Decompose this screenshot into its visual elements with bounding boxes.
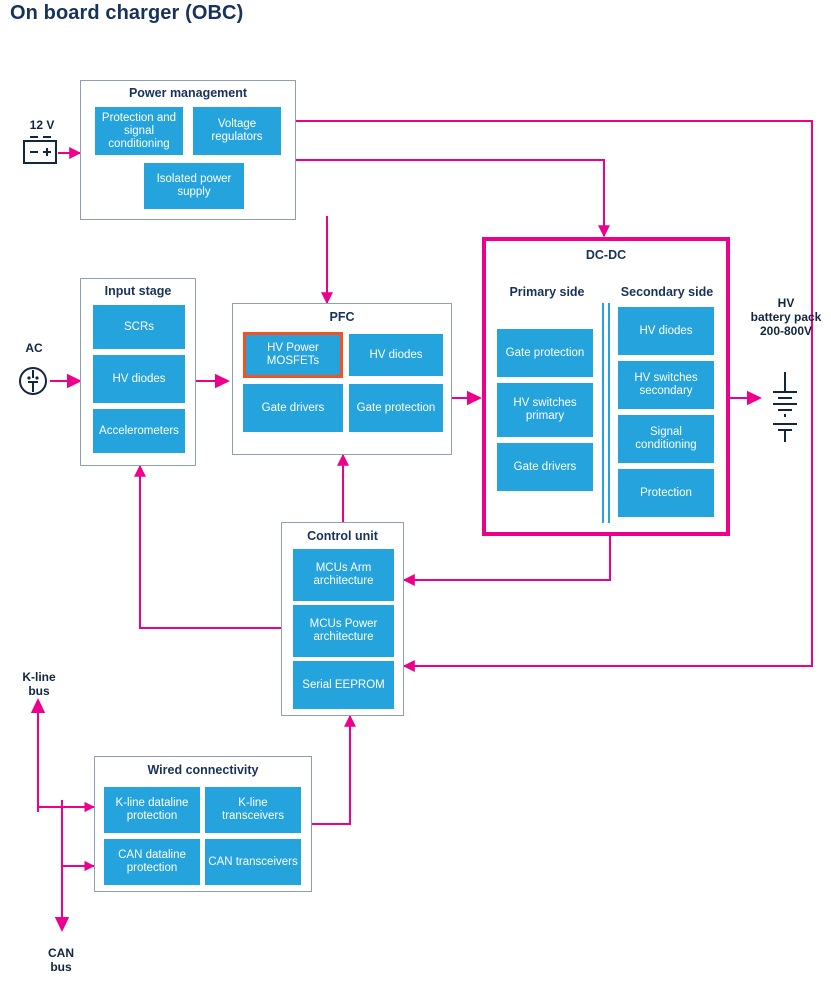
subtitle-secondary-side: Secondary side xyxy=(620,285,714,299)
group-title-input-stage: Input stage xyxy=(104,284,172,298)
block-dcdc-hv-switches-primary[interactable]: HV switches primary xyxy=(497,383,593,437)
hv-battery-line1: HV xyxy=(777,296,795,310)
subtitle-primary-side: Primary side xyxy=(509,285,585,299)
block-kline-transceivers[interactable]: K-line transceivers xyxy=(205,787,301,833)
block-isolated-power-supply[interactable]: Isolated power supply xyxy=(144,163,244,209)
ac-plug-icon xyxy=(20,368,46,394)
block-protection-and-signal-conditioning[interactable]: Protection and signal conditioning xyxy=(95,107,183,155)
hv-battery-symbol xyxy=(773,372,797,442)
label-hv-battery xyxy=(740,296,831,338)
block-pfc-hv-diodes[interactable]: HV diodes xyxy=(349,334,443,376)
block-mcus-power-architecture[interactable]: MCUs Power architecture xyxy=(293,605,394,657)
block-pfc-gate-protection[interactable]: Gate protection xyxy=(349,384,443,432)
kline-bus-line2: bus xyxy=(28,684,50,698)
block-kline-dataline-protection[interactable]: K-line dataline protection xyxy=(104,787,200,833)
hv-battery-line2: battery pack xyxy=(750,310,822,324)
block-mcus-arm-architecture[interactable]: MCUs Arm architecture xyxy=(293,549,394,601)
block-dcdc-gate-protection[interactable]: Gate protection xyxy=(497,329,593,377)
block-scrs[interactable]: SCRs xyxy=(93,305,185,349)
label-kline-bus xyxy=(8,670,70,698)
block-dcdc-gate-drivers[interactable]: Gate drivers xyxy=(497,443,593,491)
block-voltage-regulators[interactable]: Voltage regulators xyxy=(193,107,281,155)
page-title: On board charger (OBC) xyxy=(10,2,244,24)
block-pfc-gate-drivers[interactable]: Gate drivers xyxy=(243,384,343,432)
block-serial-eeprom[interactable]: Serial EEPROM xyxy=(293,661,394,709)
block-input-hv-diodes[interactable]: HV diodes xyxy=(93,355,185,403)
group-control-unit xyxy=(281,522,404,716)
can-bus-line2: bus xyxy=(50,960,72,974)
group-title-dc-dc: DC-DC xyxy=(585,248,627,262)
group-power-management xyxy=(80,80,296,220)
block-accelerometers[interactable]: Accelerometers xyxy=(93,409,185,453)
group-wired-connectivity xyxy=(94,756,312,892)
block-dcdc-signal-conditioning[interactable]: Signal conditioning xyxy=(618,415,714,463)
kline-bus-line1: K-line xyxy=(22,670,56,684)
label-can-bus xyxy=(30,946,92,974)
block-hv-power-mosfets[interactable]: HV Power MOSFETs xyxy=(243,332,343,378)
can-bus-line1: CAN xyxy=(48,946,74,960)
label-12v: 12 V xyxy=(29,118,55,132)
dcdc-isolation-barrier xyxy=(486,241,726,532)
group-title-control-unit: Control unit xyxy=(307,529,378,543)
block-dcdc-protection[interactable]: Protection xyxy=(618,469,714,517)
label-ac: AC xyxy=(25,341,43,355)
block-can-dataline-protection[interactable]: CAN dataline protection xyxy=(104,839,200,885)
group-title-pfc: PFC xyxy=(329,310,355,324)
group-title-wired-connectivity: Wired connectivity xyxy=(147,763,259,777)
group-dc-dc xyxy=(482,237,730,536)
hv-battery-line3: 200-800V xyxy=(759,324,813,338)
group-input-stage xyxy=(80,278,196,466)
12v-battery-icon xyxy=(24,137,56,163)
block-dcdc-hv-diodes[interactable]: HV diodes xyxy=(618,307,714,355)
block-dcdc-hv-switches-secondary[interactable]: HV switches secondary xyxy=(618,361,714,409)
group-title-power-management: Power management xyxy=(128,86,248,100)
group-pfc xyxy=(232,303,452,455)
block-can-transceivers[interactable]: CAN transceivers xyxy=(205,839,301,885)
